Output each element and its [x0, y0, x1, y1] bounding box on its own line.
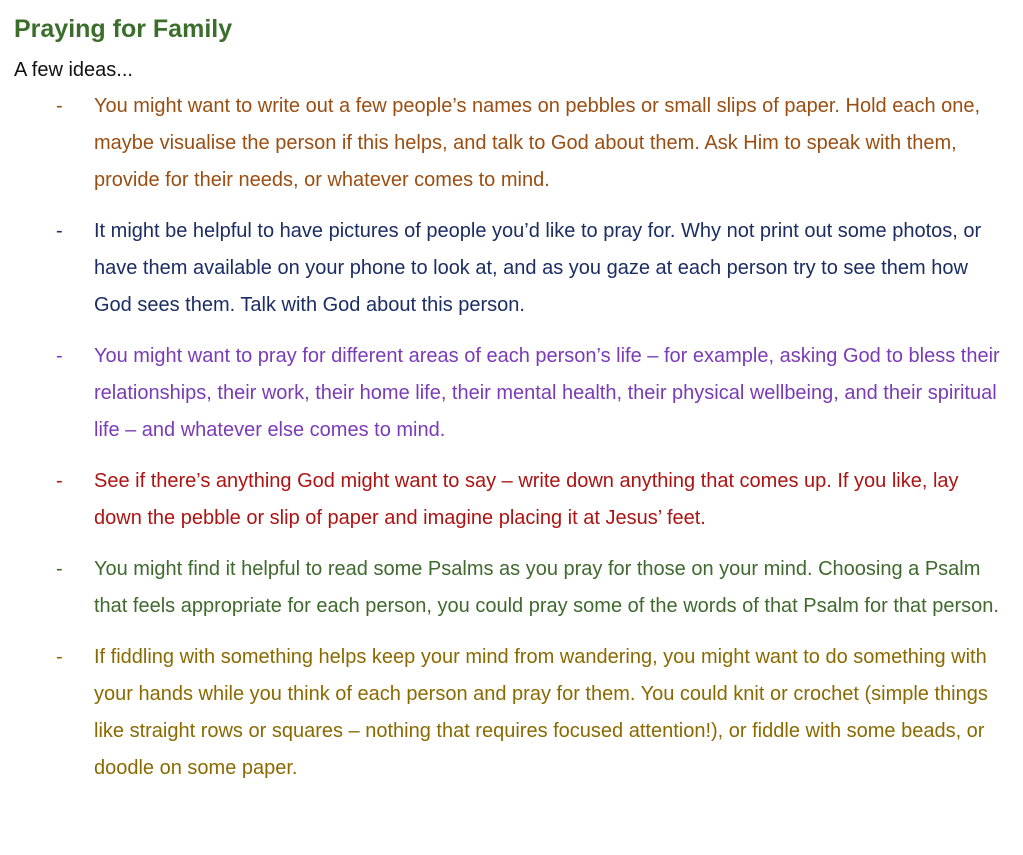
- page-title: Praying for Family: [14, 15, 233, 43]
- idea-text: You might want to pray for different areas of each person’s life – for example, asking God to bless their relationships, their work, their home life, their mental health, their physical wellbeing, and their spiritual life – and whatever else comes to mind.: [94, 345, 1000, 441]
- list-item: [14, 639, 1009, 787]
- list-item: [14, 463, 1009, 537]
- list-item: [14, 338, 1009, 449]
- list-item: [14, 213, 1009, 324]
- bullet-dash: -: [56, 646, 63, 668]
- idea-text: You might want to write out a few people’s names on pebbles or small slips of paper. Hold each one, maybe visualise the person if this helps, and talk to God about them. Ask Him to speak with them, provide for their needs, or whatever comes to mind.: [94, 95, 981, 191]
- list-item: [14, 551, 1009, 625]
- intro-text: A few ideas...: [14, 59, 133, 81]
- idea-text: See if there’s anything God might want to say – write down anything that comes up. If you like, lay down the pebble or slip of paper and imagine placing it at Jesus’ feet.: [94, 470, 959, 529]
- idea-text: If fiddling with something helps keep your mind from wandering, you might want to do something with your hands while you think of each person and pray for them. You could knit or crochet (simple things like straight rows or squares – nothing that requires focused attention!), or fiddle with some beads, or doodle on some paper.: [94, 646, 988, 779]
- bullet-dash: -: [56, 470, 63, 492]
- list-item: [14, 88, 1009, 199]
- ideas-list: [14, 88, 1023, 787]
- idea-text: It might be helpful to have pictures of people you’d like to pray for. Why not print out some photos, or have them available on your phone to look at, and as you gaze at each person try to see them how God sees them. Talk with God about this person.: [94, 220, 982, 316]
- bullet-dash: -: [56, 95, 63, 117]
- idea-text: You might find it helpful to read some Psalms as you pray for those on your mind. Choosing a Psalm that feels appropriate for each person, you could pray some of the words of that Psalm for that person.: [94, 558, 999, 617]
- bullet-dash: -: [56, 345, 63, 367]
- bullet-dash: -: [56, 558, 63, 580]
- bullet-dash: -: [56, 220, 63, 242]
